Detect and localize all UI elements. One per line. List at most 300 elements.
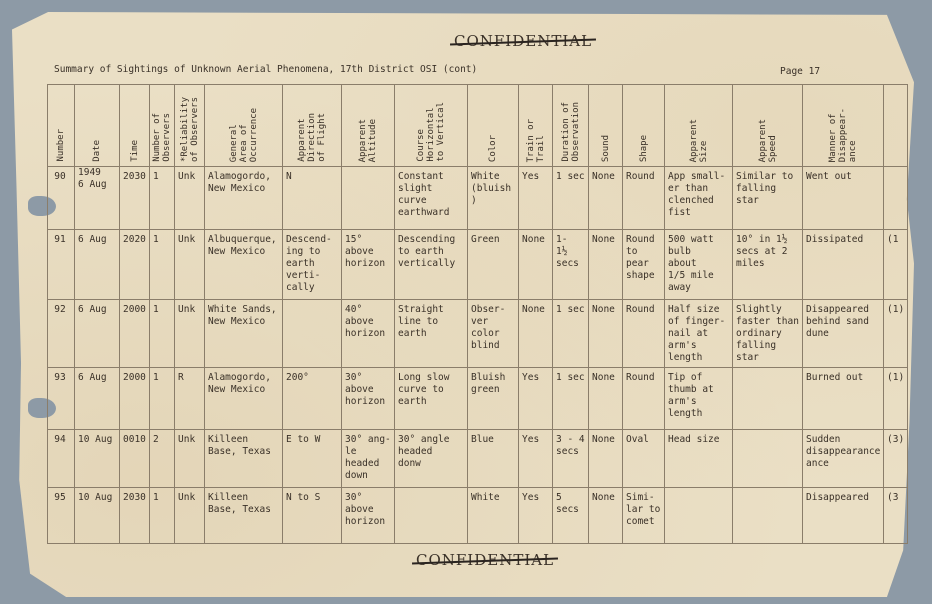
cell-text [884, 167, 907, 171]
cell-value: 2 [153, 434, 159, 445]
cell-text [283, 488, 341, 504]
table-row [48, 230, 908, 300]
cell-text [205, 488, 282, 516]
table-cell [395, 167, 468, 230]
cell-value: 1 [153, 492, 159, 503]
table-cell [519, 300, 553, 368]
cell-text [803, 368, 883, 384]
cell-value: 1 sec [556, 372, 585, 383]
cell-text [623, 230, 664, 282]
cell-value: Yes [522, 434, 540, 445]
table-cell [519, 430, 553, 488]
cell-text [519, 167, 552, 183]
cell-text [75, 368, 119, 384]
cell-value: E to W [286, 434, 321, 445]
column-header: Apparent Size [665, 85, 733, 167]
cell-text [623, 368, 664, 384]
cell-text [589, 488, 622, 504]
cell-value: Unk [178, 171, 196, 182]
cell-value: None [522, 304, 545, 315]
cell-value: None [592, 434, 615, 445]
cell-value: Descend- ing to earth verti- cally [286, 234, 332, 293]
cell-value: (3 [887, 492, 899, 503]
cell-value: Yes [522, 492, 540, 503]
table-cell [175, 300, 205, 368]
cell-text [553, 167, 588, 183]
table-cell [665, 167, 733, 230]
table-cell [468, 230, 519, 300]
cell-text [395, 430, 467, 470]
cell-text [553, 300, 588, 316]
cell-value: 1- 1½ secs [556, 234, 579, 269]
cell-value: None [592, 234, 615, 245]
cell-text [342, 167, 394, 171]
column-header: Number of Observers [150, 85, 175, 167]
cell-value: 2030 [123, 492, 146, 503]
cell-text [733, 368, 802, 372]
cell-text [75, 167, 119, 191]
cell-text [665, 167, 732, 219]
cell-text [48, 300, 74, 316]
table-cell [803, 430, 884, 488]
cell-value: None [592, 372, 615, 383]
cell-value: Constant slight curve earthward [398, 171, 450, 218]
cell-value: Round [626, 171, 655, 182]
cell-text [519, 230, 552, 246]
table-cell [48, 368, 75, 430]
cell-text [175, 368, 204, 384]
cell-text [283, 430, 341, 446]
cell-value: Disappeared behind sand dune [806, 304, 869, 339]
cell-text [623, 488, 664, 528]
cell-text [395, 300, 467, 340]
table-cell [205, 230, 283, 300]
cell-text [150, 430, 174, 446]
cell-value: App small- er than clenched fist [668, 171, 726, 218]
table-cell [75, 230, 120, 300]
cell-value: 15° above horizon [345, 234, 386, 269]
cell-text [468, 430, 518, 446]
cell-text [665, 230, 732, 294]
table-cell [175, 488, 205, 544]
cell-text [519, 368, 552, 384]
table-cell [884, 230, 908, 300]
sightings-table [47, 84, 908, 544]
table-cell [395, 300, 468, 368]
table-cell [48, 300, 75, 368]
cell-value: Round [626, 372, 655, 383]
cell-value: Half size of finger- nail at arm's length [668, 304, 726, 363]
cell-text [283, 230, 341, 294]
cell-text [884, 230, 907, 246]
cell-value: White (bluish) [471, 171, 512, 206]
cell-text [733, 230, 802, 270]
cell-text [120, 368, 149, 384]
document-title: Summary of Sightings of Unknown Aerial Phenomena, 17th District OSI (cont) [54, 64, 478, 75]
table-cell [665, 300, 733, 368]
cell-value: Unk [178, 304, 196, 315]
cell-text [175, 167, 204, 183]
table-cell [283, 230, 342, 300]
cell-text [342, 430, 394, 482]
cell-value: 1 [153, 304, 159, 315]
cell-value: Unk [178, 434, 196, 445]
table-cell [150, 430, 175, 488]
confidential-stamp-top: CONFIDENTIAL [454, 32, 593, 50]
cell-text [150, 488, 174, 504]
cell-value: None [592, 492, 615, 503]
cell-value: 3 - 4 secs [556, 434, 585, 457]
cell-value: Round [626, 304, 655, 315]
cell-value: Bluish green [471, 372, 506, 395]
cell-text [75, 300, 119, 316]
cell-value: Head size [668, 434, 720, 445]
cell-text [553, 488, 588, 516]
cell-value: 30° above horizon [345, 492, 386, 527]
confidential-stamp-bottom: CONFIDENTIAL [416, 551, 555, 569]
table-cell [205, 368, 283, 430]
cell-value: (1) [887, 372, 905, 383]
table-cell [120, 167, 150, 230]
cell-text [205, 167, 282, 195]
table-cell [623, 488, 665, 544]
cell-value: 91 [54, 234, 66, 245]
cell-text [120, 430, 149, 446]
cell-value: 1 sec [556, 304, 585, 315]
cell-text [553, 230, 588, 270]
table-cell [150, 488, 175, 544]
table-cell [589, 488, 623, 544]
cell-text [395, 167, 467, 219]
cell-value: 2000 [123, 304, 146, 315]
table-cell [589, 230, 623, 300]
column-header: Number [48, 85, 75, 167]
table-cell [884, 488, 908, 544]
cell-value: None [522, 234, 545, 245]
cell-text [395, 368, 467, 408]
cell-value: Green [471, 234, 500, 245]
page-number: Page 17 [780, 66, 821, 77]
cell-text [623, 167, 664, 183]
cell-text [342, 368, 394, 408]
table-cell [283, 488, 342, 544]
cell-text [283, 300, 341, 304]
cell-text [519, 488, 552, 504]
cell-value: 10° in 1½ secs at 2 miles [736, 234, 788, 269]
table-cell [733, 368, 803, 430]
cell-text [733, 167, 802, 207]
cell-text [175, 230, 204, 246]
cell-value: White Sands, New Mexico [208, 304, 277, 327]
cell-text [665, 368, 732, 420]
cell-text [150, 368, 174, 384]
cell-value: 10 Aug [78, 492, 113, 503]
table-cell [150, 300, 175, 368]
column-header: Course Horizontal to Vertical [395, 85, 468, 167]
table-row [48, 430, 908, 488]
cell-value: 94 [54, 434, 66, 445]
cell-text [342, 230, 394, 270]
table-cell [395, 488, 468, 544]
cell-value: Obser- ver color blind [471, 304, 506, 351]
cell-value: 5 secs [556, 492, 579, 515]
cell-value: 40° above horizon [345, 304, 386, 339]
table-cell [519, 368, 553, 430]
cell-text [48, 368, 74, 384]
cell-value: 2000 [123, 372, 146, 383]
cell-text [120, 300, 149, 316]
cell-text [803, 488, 883, 504]
table-cell [342, 488, 395, 544]
cell-text [589, 230, 622, 246]
table-cell [468, 368, 519, 430]
table-cell [283, 368, 342, 430]
cell-value: Yes [522, 372, 540, 383]
cell-value: Blue [471, 434, 494, 445]
cell-text [468, 368, 518, 396]
cell-value: Albuquerque, New Mexico [208, 234, 277, 257]
table-row [48, 368, 908, 430]
table-cell [733, 300, 803, 368]
cell-value: N [286, 171, 292, 182]
cell-value: 30° above horizon [345, 372, 386, 407]
table-cell [342, 368, 395, 430]
table-cell [803, 368, 884, 430]
year-note: 1949 [78, 167, 101, 178]
cell-text [120, 167, 149, 183]
cell-value: Round to pear shape [626, 234, 655, 281]
table-cell [205, 430, 283, 488]
table-cell [342, 300, 395, 368]
table-cell [553, 230, 589, 300]
table-cell [75, 430, 120, 488]
table-cell [519, 167, 553, 230]
table-cell [623, 230, 665, 300]
cell-value: None [592, 304, 615, 315]
table-cell [519, 488, 553, 544]
cell-text [120, 488, 149, 504]
cell-value: Unk [178, 234, 196, 245]
cell-value: Yes [522, 171, 540, 182]
cell-value: Alamogordo, New Mexico [208, 171, 271, 194]
table-cell [283, 300, 342, 368]
cell-text [468, 230, 518, 246]
table-cell [553, 300, 589, 368]
table-cell [175, 230, 205, 300]
cell-text [205, 368, 282, 396]
cell-value: Burned out [806, 372, 864, 383]
cell-text [175, 300, 204, 316]
table-cell [48, 167, 75, 230]
cell-text [589, 300, 622, 316]
table-cell [150, 230, 175, 300]
cell-value: 1 [153, 234, 159, 245]
cell-text [342, 300, 394, 340]
cell-value: 6 Aug [78, 179, 107, 190]
table-cell [48, 430, 75, 488]
table-cell [623, 430, 665, 488]
table-cell [589, 430, 623, 488]
column-header: Apparent Altitude [342, 85, 395, 167]
cell-value: Sudden disappearance ance [806, 434, 881, 469]
cell-value: Unk [178, 492, 196, 503]
table-cell [468, 300, 519, 368]
cell-value: (3) [887, 434, 905, 445]
table-cell [75, 488, 120, 544]
cell-value: 90 [54, 171, 66, 182]
cell-text [75, 488, 119, 504]
table-cell [395, 368, 468, 430]
table-cell [803, 167, 884, 230]
cell-value: Slightly faster than ordinary falling star [736, 304, 799, 363]
cell-value: 1 [153, 171, 159, 182]
table-cell [553, 167, 589, 230]
column-header: Shape [623, 85, 665, 167]
cell-value: Disappeared [806, 492, 869, 503]
column-header: Apparent Speed [733, 85, 803, 167]
cell-value: R [178, 372, 184, 383]
cell-text [283, 167, 341, 183]
cell-text [884, 430, 907, 446]
table-cell [803, 488, 884, 544]
cell-value: Tip of thumb at arm's length [668, 372, 714, 419]
cell-text [553, 430, 588, 458]
table-cell [150, 368, 175, 430]
cell-text [395, 488, 467, 492]
cell-value: Straight line to earth [398, 304, 444, 339]
table-cell [175, 368, 205, 430]
cell-text [283, 368, 341, 384]
table-cell [395, 430, 468, 488]
cell-value: 95 [54, 492, 66, 503]
cell-text [803, 430, 883, 470]
cell-value: 10 Aug [78, 434, 113, 445]
table-cell [553, 430, 589, 488]
cell-value: 1 [153, 372, 159, 383]
cell-value: 6 Aug [78, 234, 107, 245]
cell-value: 30° ang- le headed down [345, 434, 391, 481]
cell-value: 92 [54, 304, 66, 315]
table-cell [623, 167, 665, 230]
cell-text [884, 488, 907, 504]
column-header: Manner of Disappear- ance [803, 85, 884, 167]
cell-text [733, 488, 802, 492]
table-cell [884, 300, 908, 368]
cell-text [665, 488, 732, 492]
table-cell [468, 430, 519, 488]
table-cell [665, 230, 733, 300]
cell-text [75, 230, 119, 246]
table-cell [665, 488, 733, 544]
table-cell [75, 167, 120, 230]
table-cell [75, 300, 120, 368]
cell-value: 30° angle headed donw [398, 434, 450, 469]
cell-value: Similar to falling star [736, 171, 794, 206]
cell-text [589, 368, 622, 384]
table-cell [175, 430, 205, 488]
table-cell [342, 230, 395, 300]
column-header [884, 85, 908, 167]
cell-text [120, 230, 149, 246]
table-row [48, 167, 908, 230]
table-cell [75, 368, 120, 430]
table-cell [519, 230, 553, 300]
table-cell [175, 167, 205, 230]
cell-value: Killeen Base, Texas [208, 492, 271, 515]
cell-text [623, 430, 664, 446]
cell-text [342, 488, 394, 528]
table-cell [150, 167, 175, 230]
cell-text [519, 430, 552, 446]
cell-value: 1 sec [556, 171, 585, 182]
cell-value: Descending to earth vertically [398, 234, 456, 269]
cell-value: Long slow curve to earth [398, 372, 450, 407]
cell-text [519, 300, 552, 316]
cell-value: (1) [887, 304, 905, 315]
table-cell [803, 230, 884, 300]
cell-text [175, 488, 204, 504]
table-cell [884, 430, 908, 488]
cell-value: Simi- lar to comet [626, 492, 661, 527]
table-cell [283, 430, 342, 488]
table-cell [48, 230, 75, 300]
cell-value: 500 watt bulb about 1/5 mile away [668, 234, 714, 293]
cell-value: 6 Aug [78, 304, 107, 315]
cell-value: Killeen Base, Texas [208, 434, 271, 457]
table-cell [733, 430, 803, 488]
cell-text [150, 230, 174, 246]
cell-text [665, 300, 732, 364]
table-cell [733, 230, 803, 300]
table-cell [803, 300, 884, 368]
table-cell [342, 167, 395, 230]
cell-value: 93 [54, 372, 66, 383]
cell-text [48, 167, 74, 183]
column-header: Time [120, 85, 150, 167]
cell-value: White [471, 492, 500, 503]
cell-text [48, 488, 74, 504]
table-cell [733, 167, 803, 230]
column-header: Duration of Observation [553, 85, 589, 167]
cell-text [205, 230, 282, 258]
table-cell [553, 368, 589, 430]
cell-text [589, 430, 622, 446]
cell-value: None [592, 171, 615, 182]
cell-value: Went out [806, 171, 852, 182]
cell-value: Alamogordo, New Mexico [208, 372, 271, 395]
cell-text [468, 300, 518, 352]
column-header: Train or Trail [519, 85, 553, 167]
cell-value: Dissipated [806, 234, 864, 245]
cell-value: 200° [286, 372, 309, 383]
table-cell [665, 368, 733, 430]
table-cell [589, 368, 623, 430]
cell-text [205, 430, 282, 458]
cell-text [733, 430, 802, 434]
table-cell [120, 368, 150, 430]
cell-value: Oval [626, 434, 649, 445]
table-cell [205, 488, 283, 544]
cell-text [48, 230, 74, 246]
table-cell [665, 430, 733, 488]
table-row [48, 300, 908, 368]
cell-text [468, 167, 518, 207]
table-cell [120, 230, 150, 300]
table-cell [120, 300, 150, 368]
table-cell [884, 167, 908, 230]
cell-text [803, 167, 883, 183]
table-cell [884, 368, 908, 430]
